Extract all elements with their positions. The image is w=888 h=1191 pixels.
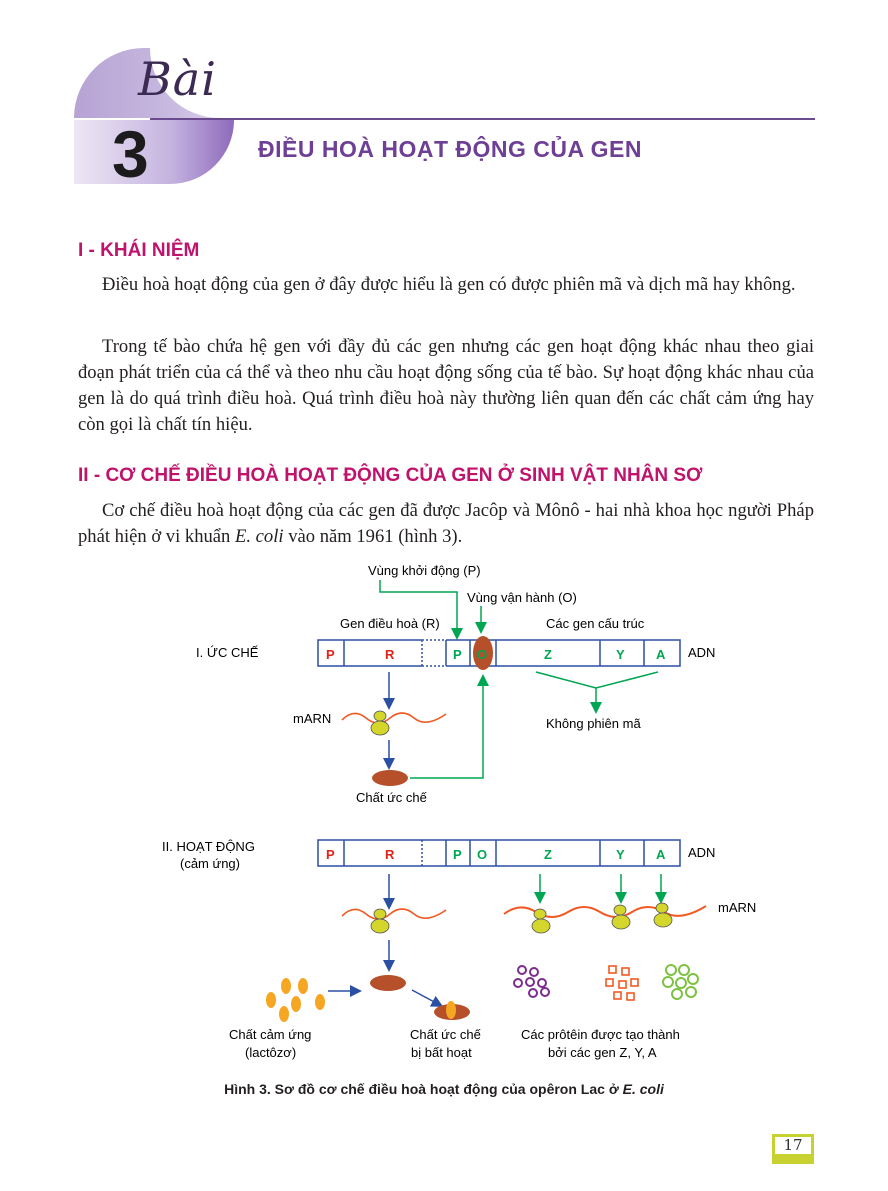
state-active-title-1: II. HOẠT ĐỘNG xyxy=(162,839,255,854)
ribosome-icon xyxy=(371,711,389,735)
section-heading-2: II - CƠ CHẾ ĐIỀU HOÀ HOẠT ĐỘNG CỦA GEN Ở SINH VẬT NHÂN SƠ xyxy=(78,465,703,486)
section-heading-1: I - KHÁI NIỆM xyxy=(78,240,200,261)
segment-promoter-label: P xyxy=(453,647,462,662)
segment-r-label: R xyxy=(385,847,395,862)
segment-y-label: Y xyxy=(616,847,625,862)
regulator-mrna-strand xyxy=(342,909,446,919)
label-operator: Vùng vận hành (O) xyxy=(467,590,577,605)
dna-strand-active xyxy=(318,840,680,866)
inducer-label-2: (lactôzơ) xyxy=(245,1045,297,1060)
paragraph: Cơ chế điều hoà hoạt động của các gen đã được Jacôp và Mônô - hai nhà khoa học người Pháp phát hiện ở vi khuẩn E. coli vào năm 1961 (hình 3). xyxy=(78,500,814,547)
label-structural-genes: Các gen cấu trúc xyxy=(546,616,645,631)
inactivation-arrow xyxy=(412,990,438,1004)
ribosome-icon xyxy=(532,909,550,933)
no-transcription-label: Không phiên mã xyxy=(546,716,641,731)
proteins-label-2: bởi các gen Z, Y, A xyxy=(548,1045,657,1060)
inactive-label-1: Chất ức chế xyxy=(410,1027,481,1042)
page-number-accent xyxy=(772,1154,814,1164)
segment-p-label: P xyxy=(326,647,335,662)
repressor-protein xyxy=(372,770,408,786)
repressor-protein xyxy=(370,975,406,991)
paragraph: Điều hoà hoạt động của gen ở đây được hiểu là gen có được phiên mã và dịch mã hay không. xyxy=(102,274,796,295)
mrna-label: mARN xyxy=(293,711,332,726)
inactive-label-2: bị bất hoạt xyxy=(411,1045,472,1060)
segment-p-label: P xyxy=(326,847,335,862)
page-number: 17 xyxy=(783,1136,803,1154)
protein-a-icons xyxy=(663,965,698,999)
ribosome-icon xyxy=(371,909,389,933)
figure-caption: Hình 3. Sơ đồ cơ chế điều hoà hoạt động của opêron Lac ở E. coli xyxy=(224,1081,664,1097)
proteins-label-1: Các prôtêin được tạo thành xyxy=(521,1027,680,1042)
structural-bracket xyxy=(536,672,658,688)
protein-z-icons xyxy=(514,966,549,997)
mrna-label-structural: mARN xyxy=(718,900,757,915)
label-regulator: Gen điều hoà (R) xyxy=(340,616,440,631)
segment-r-label: R xyxy=(385,647,395,662)
state-active-title-2: (cảm ứng) xyxy=(180,856,240,871)
dna-label: ADN xyxy=(688,645,716,660)
lesson-label: Bài xyxy=(138,52,217,106)
dna-label: ADN xyxy=(688,845,716,860)
protein-y-icons xyxy=(606,966,638,1000)
lesson-number: 3 xyxy=(112,117,149,191)
segment-operator-label: O xyxy=(477,847,488,862)
regulator-mrna-strand xyxy=(342,713,446,723)
segment-z-label: Z xyxy=(544,847,552,862)
segment-a-label: A xyxy=(656,847,666,862)
dna-strand-repression xyxy=(318,640,680,666)
segment-operator-label: O xyxy=(477,647,488,662)
repressor-label: Chất ức chế xyxy=(356,790,427,805)
lesson-title: ĐIỀU HOÀ HOẠT ĐỘNG CỦA GEN xyxy=(258,136,642,162)
paragraph: Trong tế bào chứa hệ gen với đầy đủ các gen nhưng các gen hoạt động khác nhau theo giai đoạn phát triển của cá thể và theo nhu cầu hoạt động sống của tế bào. Sự hoạt động khác nhau của gen là do quá trình điều hoà. Quá trình điều hoà này thường liên quan đến các chất cảm ứng hay còn gọi là chất tín hiệu. xyxy=(78,336,814,435)
ribosome-icon xyxy=(654,903,672,927)
label-promoter: Vùng khởi động (P) xyxy=(368,563,481,578)
bound-inducer xyxy=(446,1001,456,1019)
segment-promoter-label: P xyxy=(453,847,462,862)
segment-a-label: A xyxy=(656,647,666,662)
segment-y-label: Y xyxy=(616,647,625,662)
ribosome-icon xyxy=(612,905,630,929)
inducer-molecules xyxy=(266,978,325,1022)
state-repression-title: I. ỨC CHẾ xyxy=(196,645,259,660)
inducer-label-1: Chất cảm ứng xyxy=(229,1027,312,1042)
repressor-bind-arrow xyxy=(410,680,483,778)
segment-z-label: Z xyxy=(544,647,552,662)
